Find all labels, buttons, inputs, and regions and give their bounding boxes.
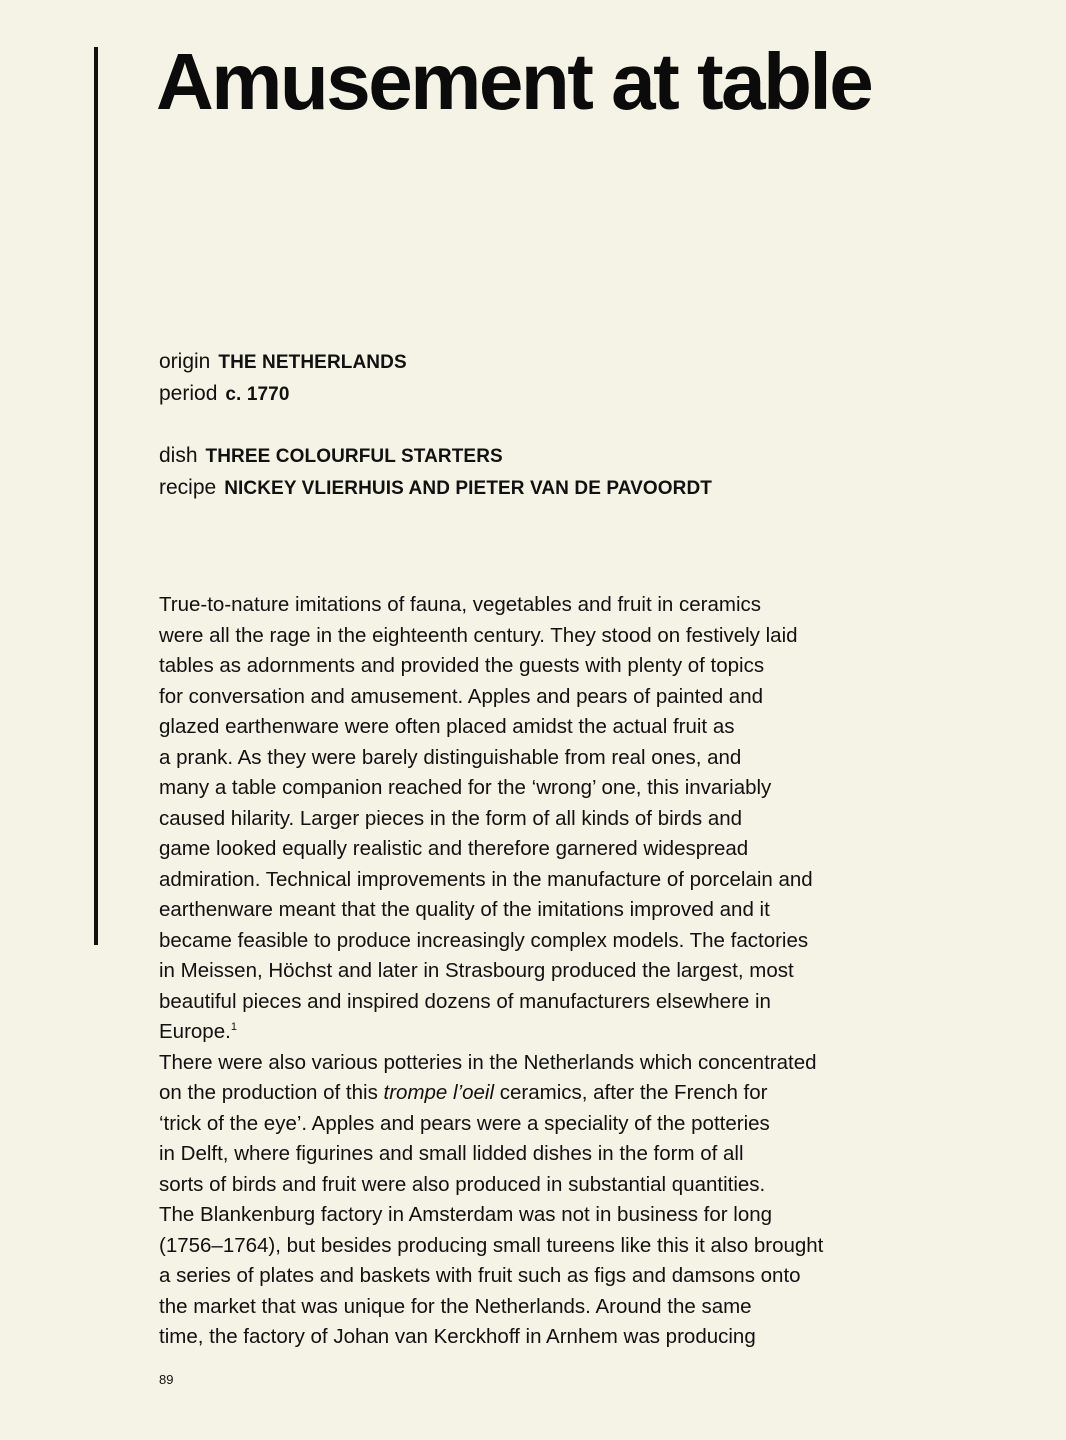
body-line-europe <box>159 1017 849 1048</box>
origin-value: THE NETHERLANDS <box>218 352 407 373</box>
body-line: for conversation and amusement. Apples and pears of painted and <box>159 684 764 708</box>
body-line: caused hilarity. Larger pieces in the form of all kinds of birds and <box>159 806 743 830</box>
body-line: time, the factory of Johan van Kerckhoff in Arnhem was producing <box>159 1325 756 1348</box>
body-line: the market that was unique for the Netherlands. Around the same <box>159 1294 752 1318</box>
period-row <box>159 378 919 410</box>
page-title: Amusement at table <box>156 37 872 126</box>
vertical-rule <box>94 47 98 945</box>
body-line: sorts of birds and fruit were also produced in substantial quantities. <box>159 1172 766 1196</box>
body-line: admiration. Technical improvements in the manufacture of porcelain and <box>159 867 813 891</box>
body-line: ‘trick of the eye’. Apples and pears were a speciality of the potteries <box>159 1111 770 1135</box>
recipe-label: recipe <box>159 476 217 499</box>
dish-label: dish <box>159 444 198 467</box>
trompe-before: on the production of this <box>159 1081 384 1104</box>
body-line: There were also various potteries in the Netherlands which concentrated <box>159 1050 817 1074</box>
body-line: glazed earthenware were often placed amidst the actual fruit as <box>159 715 735 738</box>
body-line: a series of plates and baskets with fruit such as figs and damsons onto <box>159 1264 801 1287</box>
body-line: many a table companion reached for the ‘wrong’ one, this invariably <box>159 776 772 799</box>
body-line: beautiful pieces and inspired dozens of manufacturers elsewhere in <box>159 989 771 1013</box>
europe-word: Europe. <box>159 1020 231 1043</box>
recipe-row <box>159 472 919 504</box>
body-line: game looked equally realistic and therefore garnered widespread <box>159 837 749 860</box>
body-line: The Blankenburg factory in Amsterdam was not in business for long <box>159 1203 773 1226</box>
body-line: were all the rage in the eighteenth century. They stood on festively laid <box>159 623 798 647</box>
body-line: a prank. As they were barely distinguishable from real ones, and <box>159 745 742 769</box>
footnote-marker: 1 <box>230 1021 237 1033</box>
metadata-spacer <box>159 410 919 440</box>
recipe-value: NICKEY VLIERHUIS AND PIETER VAN DE PAVOORDT <box>224 478 713 499</box>
period-value: c. 1770 <box>225 384 290 405</box>
origin-label: origin <box>159 350 211 373</box>
trompe-after: ceramics, after the French for <box>494 1081 768 1104</box>
period-label: period <box>159 382 218 405</box>
body-line-trompe <box>159 1078 849 1109</box>
body-line: in Meissen, Höchst and later in Strasbourg produced the largest, most <box>159 959 794 982</box>
body-text <box>159 590 849 1353</box>
body-line: True-to-nature imitations of fauna, vegetables and fruit in ceramics <box>159 593 762 616</box>
dish-value: THREE COLOURFUL STARTERS <box>205 446 503 467</box>
metadata-block <box>159 346 919 504</box>
dish-row <box>159 440 919 472</box>
body-line: in Delft, where figurines and small lidded dishes in the form of all <box>159 1142 744 1165</box>
body-line: earthenware meant that the quality of the imitations improved and it <box>159 898 770 921</box>
page-number: 89 <box>159 1372 174 1387</box>
trompe-italic: trompe l’oeil <box>383 1081 495 1104</box>
origin-row <box>159 346 919 378</box>
body-line: (1756–1764), but besides producing small tureens like this it also brought <box>159 1233 824 1257</box>
body-line: became feasible to produce increasingly complex models. The factories <box>159 928 809 952</box>
body-line: tables as adornments and provided the guests with plenty of topics <box>159 654 765 677</box>
